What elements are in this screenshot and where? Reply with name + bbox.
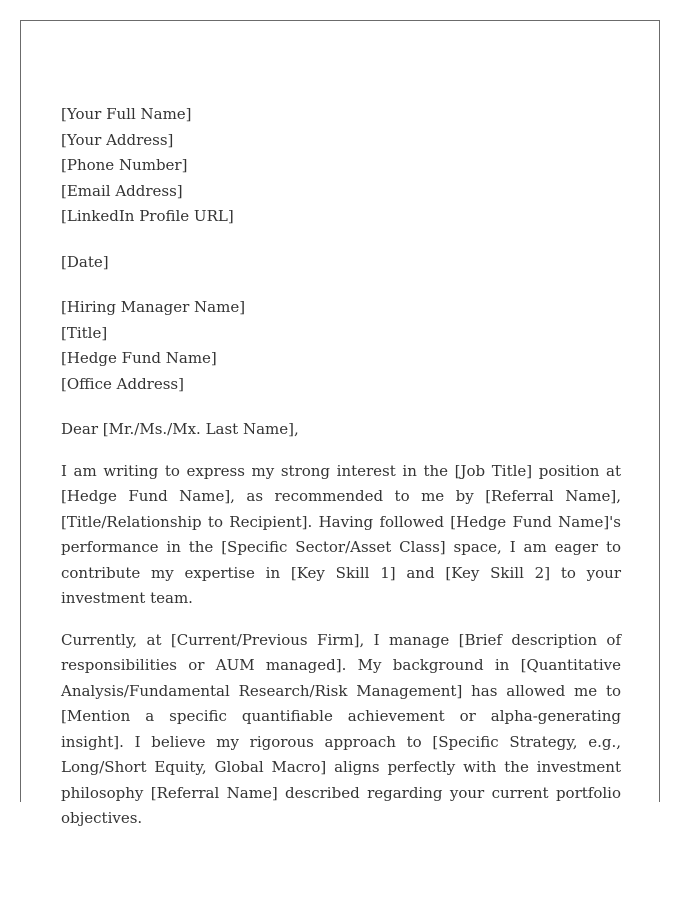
recipient-address: [Office Address] xyxy=(61,374,184,393)
sender-phone: [Phone Number] xyxy=(61,156,188,174)
recipient-company: [Hedge Fund Name] xyxy=(61,349,217,367)
recipient-name: [Hiring Manager Name] xyxy=(61,298,246,316)
sender-address: [Your Address] xyxy=(61,130,174,149)
salutation-block xyxy=(61,417,621,443)
sender-block xyxy=(61,102,621,230)
sender-linkedin: [LinkedIn Profile URL] xyxy=(61,207,234,225)
letter-page xyxy=(20,20,660,827)
letter-body xyxy=(61,102,621,832)
sender-name: [Your Full Name] xyxy=(61,105,192,123)
letter-date: [Date] xyxy=(61,252,109,271)
recipient-title: [Title] xyxy=(61,323,108,342)
salutation: Dear [Mr./Ms./Mx. Last Name], xyxy=(61,420,299,438)
date-block xyxy=(61,250,621,276)
paragraph-2: Currently, at [Current/Previous Firm], I manage [Brief description of responsibilities or AUM managed]. My background in [Quantitative Analysis/Fundamental Research/Risk Management] has allowed me to [Mention a specific quantifiable achievement or alpha-generating insight]. I believe my rigorous approach to [Specific Strategy, e.g., Long/Short Equity, Global Macro] aligns perfectly with the investment philosophy [Referral Name] described regarding your current portfolio objectives. xyxy=(61,630,621,827)
paragraph-1: I am writing to express my strong interest in the [Job Title] position at [Hedge Fund Name], as recommended to me by [Referral Name], [Title/Relationship to Recipient]. Having followed [Hedge Fund Name]'s performance in the [Specific Sector/Asset Class] space, I am eager to contribute my expertise in [Key Skill 1] and [Key Skill 2] to your investment team. xyxy=(61,461,621,607)
recipient-block xyxy=(61,295,621,397)
sender-email: [Email Address] xyxy=(61,181,183,200)
